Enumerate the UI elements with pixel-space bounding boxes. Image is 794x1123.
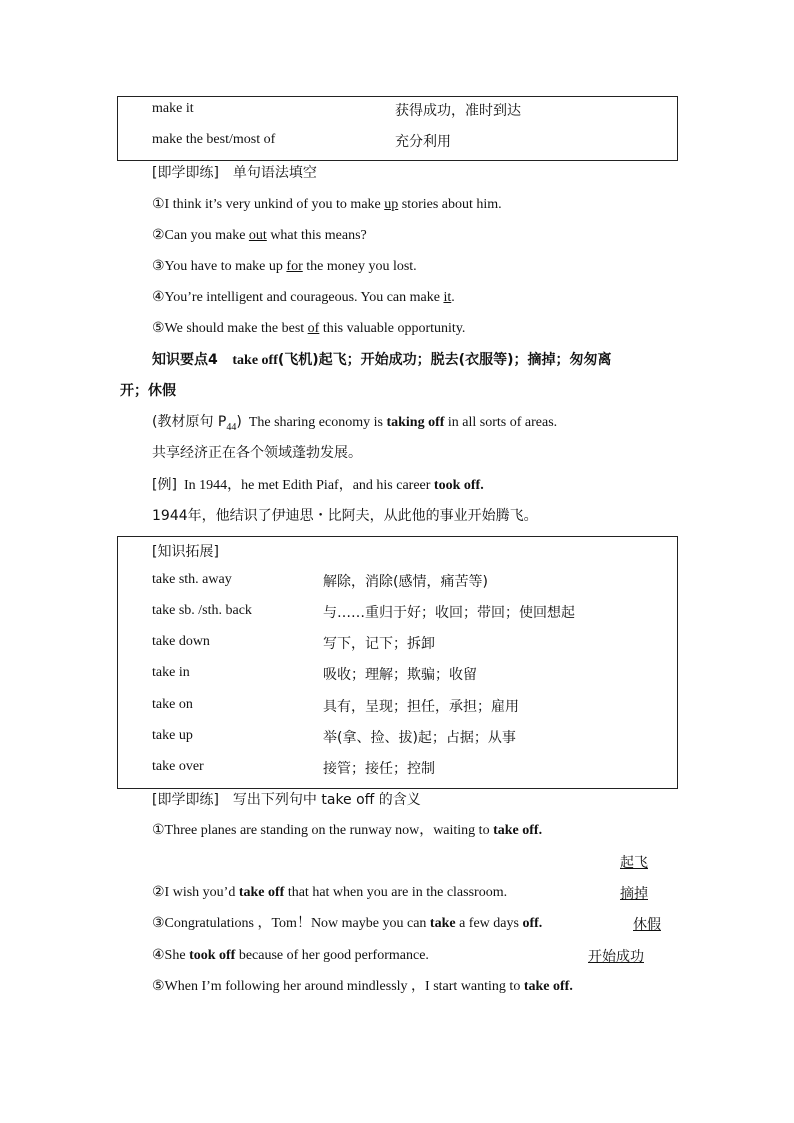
- drill2-answer-4: 开始成功: [588, 949, 644, 965]
- box2-term: take in: [152, 665, 190, 680]
- box2-term: take over: [152, 759, 204, 774]
- box2-gloss: 解除，消除(感情，痛苦等): [323, 574, 488, 590]
- knowledge-extension-box: [117, 536, 678, 789]
- box1-term-2: make the best/most of: [152, 132, 276, 147]
- box2-gloss: 吸收；理解；欺骗；收留: [323, 667, 477, 683]
- drill2-item-5: ⑤When I’m following her around mindlessly ，I start wanting to take off.: [152, 979, 573, 994]
- point-meaning: (飞机)起飞；开始成功；脱去(衣服等)；摘掉；匆匆离: [277, 352, 612, 368]
- drill2-answer-2: 摘掉: [620, 886, 648, 902]
- answer-blank: up: [384, 197, 399, 212]
- answer-blank: it: [443, 290, 452, 305]
- drill2-item-1: ①Three planes are standing on the runway now，waiting to take off.: [152, 823, 543, 838]
- box1-term-1: make it: [152, 101, 194, 116]
- box2-term: take sb. /sth. back: [152, 603, 252, 618]
- drill1-item-1: ①I think it’s very unkind of you to make up stories about him.: [152, 197, 502, 212]
- box2-gloss: 具有，呈现；担任，承担；雇用: [323, 699, 519, 715]
- knowledge-point-4: [152, 350, 611, 371]
- drill1-item-4: ④You’re intelligent and courageous. You can make it.: [152, 290, 455, 305]
- box2-term: take on: [152, 697, 193, 712]
- box2-gloss: 举(拿、捡、拔)起；占据；从事: [323, 730, 516, 746]
- knowledge-point-4-cont: 开；休假: [120, 383, 176, 399]
- drill2-item-3: ③Congratulations ，Tom！Now maybe you can take a few days off.: [152, 916, 543, 931]
- box2-term: take up: [152, 728, 193, 743]
- drill1-item-2: ②Can you make out what this means?: [152, 228, 367, 243]
- answer-blank: for: [286, 259, 303, 274]
- drill1-item-5: ⑤We should make the best of this valuable opportunity.: [152, 321, 466, 336]
- box1-gloss-2: 充分利用: [395, 134, 451, 150]
- box2-term: take sth. away: [152, 572, 232, 587]
- phrase-box-make: [117, 96, 678, 161]
- box2-gloss: 写下，记下；拆卸: [323, 636, 435, 652]
- box2-term: take down: [152, 634, 210, 649]
- drill2-title: [即学即练] 写出下列句中 take off 的含义: [152, 792, 421, 808]
- textbook-sentence-translation: 共享经济正在各个领域蓬勃发展。: [152, 445, 362, 461]
- example-translation: 1944年，他结识了伊迪思・比阿夫，从此他的事业开始腾飞。: [152, 508, 538, 524]
- drill1-title: [即学即练] 单句语法填空: [152, 165, 317, 181]
- drill2-answer-1: 起飞: [620, 855, 648, 871]
- point-phrase: take off: [232, 353, 278, 368]
- drill2-item-4: ④She took off because of her good performance.: [152, 948, 429, 963]
- box2-gloss: 与……重归于好；收回；带回；使回想起: [323, 605, 575, 621]
- box2-title: [知识拓展]: [152, 544, 219, 560]
- point-label: 知识要点4: [152, 352, 218, 368]
- example-sentence: [例] In 1944，he met Edith Piaf，and his career took off.: [152, 477, 484, 493]
- drill2-answer-3: 休假: [633, 917, 661, 933]
- textbook-sentence: (教材原句 $P_{44}$) The sharing economy is taking off in all sorts of areas.: [152, 414, 558, 433]
- answer-blank: of: [307, 321, 320, 336]
- drill2-item-2: ②I wish you’d take off that hat when you are in the classroom.: [152, 885, 508, 900]
- box2-gloss: 接管；接任；控制: [323, 761, 435, 777]
- box1-gloss-1: 获得成功，准时到达: [395, 103, 521, 119]
- answer-blank: out: [248, 228, 267, 243]
- drill1-item-3: ③You have to make up for the money you lost.: [152, 259, 417, 274]
